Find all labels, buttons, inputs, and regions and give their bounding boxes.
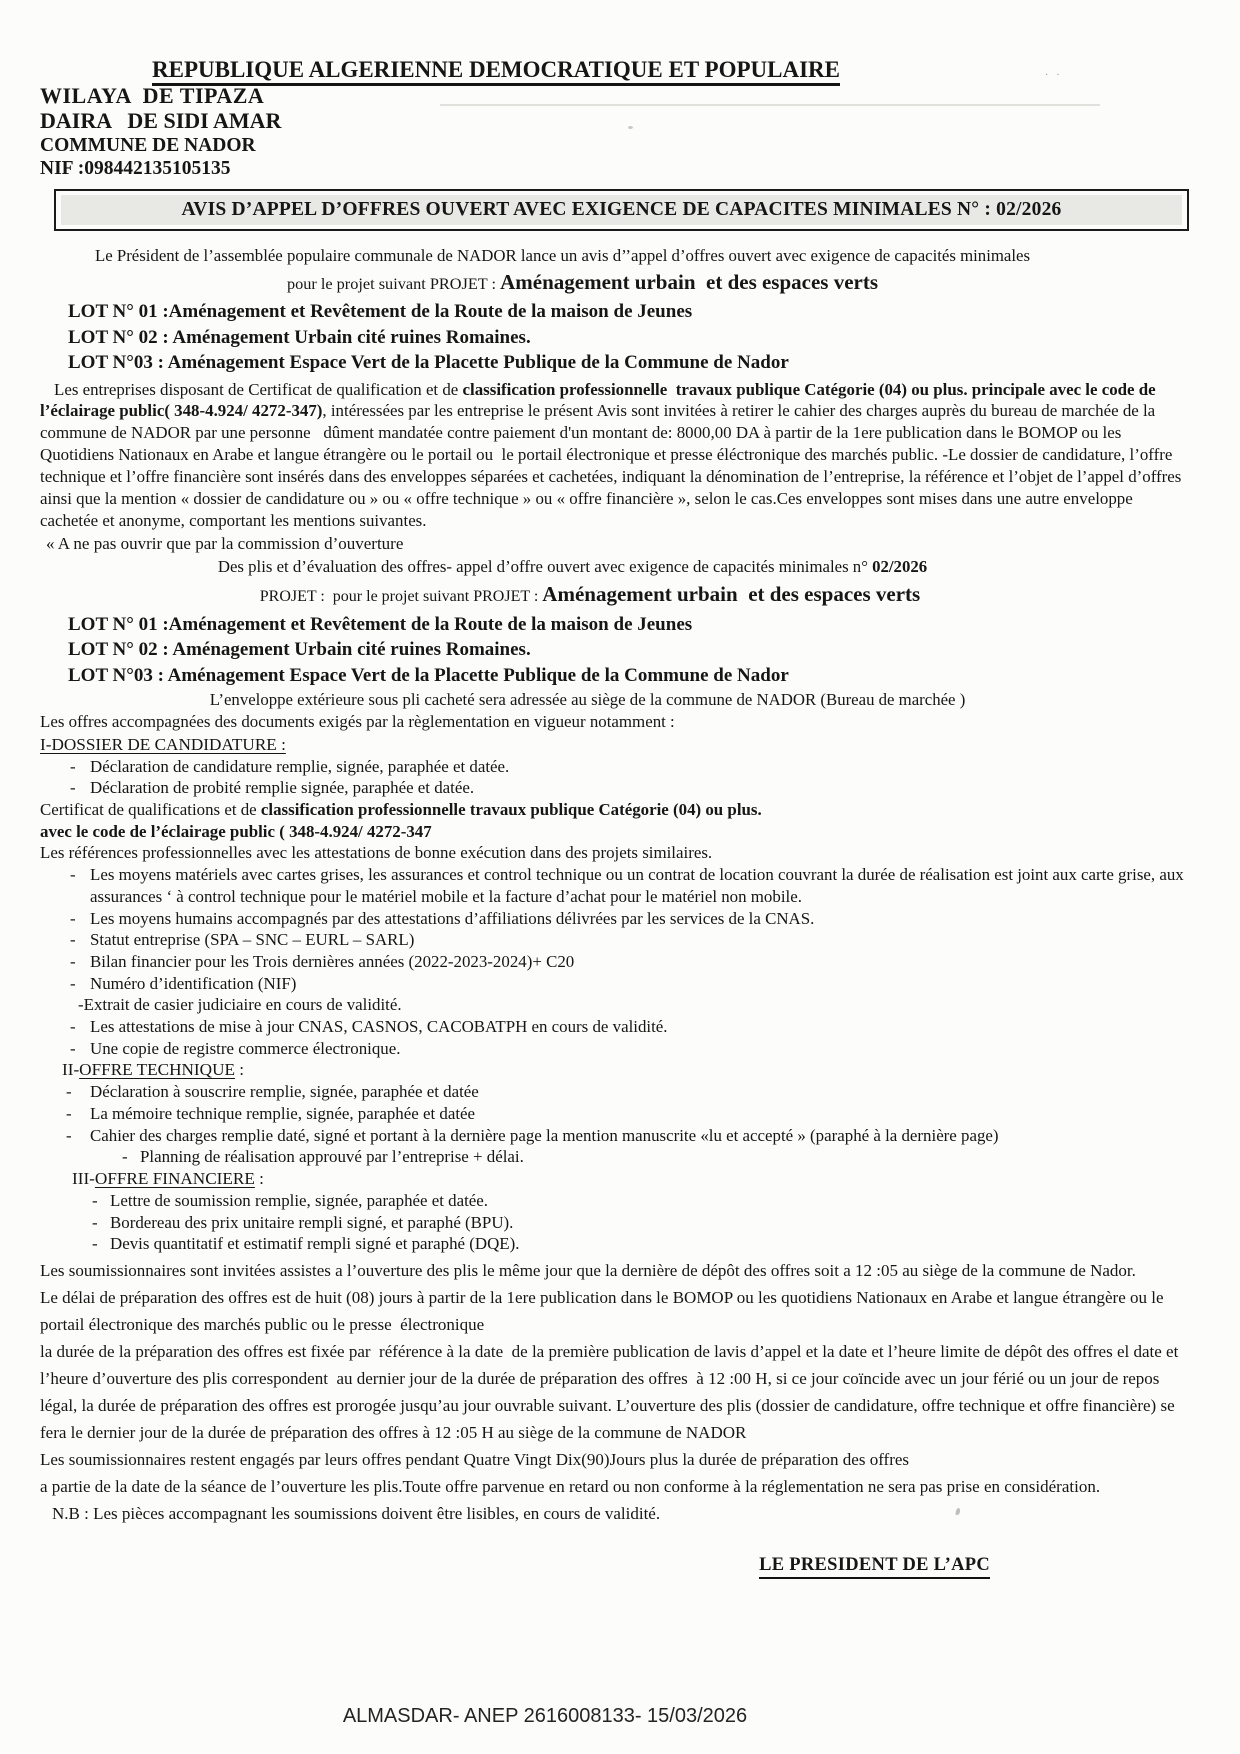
lot-line-2-repeat: LOT N° 02 : Aménagement Urbain cité ruines Romaines. xyxy=(68,639,531,661)
candidature-item: - Bilan financier pour les Trois dernières années (2022-2023-2024)+ C20 xyxy=(40,951,1195,973)
lot-line-1: LOT N° 01 :Aménagement et Revêtement de la Route de la maison de Jeunes xyxy=(68,301,693,322)
section-technique-colon: : xyxy=(234,1060,245,1080)
scan-artifact-specks: ·· xyxy=(1045,70,1068,81)
president-signature: LE PRESIDENT DE L’APC xyxy=(759,1555,990,1579)
candidature-item: - Statut entreprise (SPA – SNC – EURL – SARL) xyxy=(40,929,1195,951)
notice-title-box xyxy=(54,189,1189,231)
technique-item: - La mémoire technique remplie, signée, paraphée et datée xyxy=(40,1103,1195,1125)
closing-paragraph-2: Le délai de préparation des offres est de huit (08) jours à partir de la 1ere publication dans le BOMOP ou les quotidiens Nationaux en Arabe et langue étrangère ou le portail électronique des marchés public ou le presse électronique xyxy=(40,1288,1168,1334)
section-financiere-colon: : xyxy=(254,1169,264,1189)
section-technique-name: OFFRE TECHNIQUE xyxy=(79,1060,235,1080)
financiere-item: - Devis quantitatif et estimatif rempli signé et paraphé (DQE). xyxy=(40,1233,1195,1255)
closing-paragraph-4: Les soumissionnaires restent engagés par leurs offres pendant Quatre Vingt Dix(90)Jours plus la durée de préparation des offres xyxy=(40,1450,910,1469)
plis-text: Des plis et d’évaluation des offres- appel d’offre ouvert avec exigence de capacités minimales n° xyxy=(217,556,873,576)
main-paragraph xyxy=(40,379,1195,532)
plis-evaluation-line xyxy=(40,555,1195,579)
project-name-2: Aménagement urbain et des espaces verts xyxy=(542,581,921,606)
paragraph-seg-1: Les entreprises disposant de Certificat de qualification et de xyxy=(54,379,463,399)
section-technique-num: II- xyxy=(62,1060,80,1080)
certificat-bold: classification professionnelle travaux publique Catégorie (04) ou plus. xyxy=(260,800,762,820)
lot-line-1-repeat: LOT N° 01 :Aménagement et Revêtement de la Route de la maison de Jeunes xyxy=(68,613,693,635)
nota-bene-label: N.B xyxy=(52,1504,80,1523)
republic-title xyxy=(152,56,1195,83)
intro-line-1: Le Président de l’assemblée populaire communale de NADOR lance un avis d’’appel d’offres ouvert avec exigence de capacités minimales xyxy=(94,246,1031,265)
nota-bene-line xyxy=(40,1500,1195,1527)
financiere-item: - Lettre de soumission remplie, signée, paraphée et datée. xyxy=(40,1190,1195,1212)
commune-line: COMMUNE DE NADOR xyxy=(40,135,256,156)
lot-line-3: LOT N°03 : Aménagement Espace Vert de la Placette Publique de la Commune de Nador xyxy=(68,352,789,373)
nif-line: NIF :098442135105135 xyxy=(40,158,231,179)
paragraph-seg-2-bold: classification professionnelle travaux publique Catégorie (04) ou plus. principale avec le code de l’éclairage public( 348-4.924/ 4272-347) xyxy=(40,379,1160,421)
notice-number: 02/2026 xyxy=(872,556,928,576)
intro-line-2 xyxy=(40,267,1195,299)
extrait-casier-line: -Extrait de casier judiciaire en cours de validité. xyxy=(78,995,402,1015)
candidature-item: - Les moyens humains accompagnés par des attestations d’affiliations délivrées par les services de la CNAS. xyxy=(40,908,1195,930)
section-title-candidature xyxy=(40,734,1195,756)
lot-line-3-repeat: LOT N°03 : Aménagement Espace Vert de la Placette Publique de la Commune de Nador xyxy=(68,664,789,686)
outer-envelope-line: L’enveloppe extérieure sous pli cacheté sera adressée au siège de la commune de NADOR (Bureau de marchée ) xyxy=(209,690,966,710)
projet-line xyxy=(40,579,1195,612)
closing-paragraphs xyxy=(40,1257,1195,1527)
envelope-mention-line: « A ne pas ouvrir que par la commission d’ouverture xyxy=(46,533,404,553)
candidature-item: - Les moyens matériels avec cartes grises, les assurances et control technique ou un contrat de location couvrant la durée de réalisation est joint aux carte grise, aux assurances ‘ à control technique pour le matériel mobile et la facture d’achat pour le matériel non mobile. xyxy=(40,864,1195,907)
section-title-candidature-text: I-DOSSIER DE CANDIDATURE : xyxy=(40,734,286,754)
technique-item: - Déclaration à souscrire remplie, signée, paraphée et datée xyxy=(40,1081,1195,1103)
candidature-item: - Déclaration de probité remplie signée, paraphée et datée. xyxy=(40,777,1195,799)
candidature-item: - Déclaration de candidature remplie, signée, paraphée et datée. xyxy=(40,756,1195,778)
anep-imprint-footer: ALMASDAR- ANEP 2616008133- 15/03/2026 xyxy=(342,1705,748,1727)
references-line: Les références professionnelles avec les attestations de bonne exécution dans des projets similaires. xyxy=(40,843,713,863)
republic-title-text: REPUBLIQUE ALGERIENNE DEMOCRATIQUE ET POPULAIRE xyxy=(152,57,840,86)
daira-line: DAIRA DE SIDI AMAR xyxy=(40,108,282,133)
nota-bene-text: : Les pièces accompagnant les soumissions doivent être lisibles, en cours de validité. xyxy=(79,1504,661,1523)
eclairage-code-line: avec le code de l’éclairage public ( 348-4.924/ 4272-347 xyxy=(40,821,432,841)
certificat-line xyxy=(40,799,1195,821)
notice-title: AVIS D’APPEL D’OFFRES OUVERT AVEC EXIGENCE DE CAPACITES MINIMALES N° : 02/2026 xyxy=(61,195,1182,225)
section-title-technique xyxy=(40,1059,1195,1081)
section-title-financiere xyxy=(40,1168,1195,1190)
intro-line-2-prefix: pour le projet suivant PROJET : xyxy=(286,274,501,293)
section-financiere-num: III- xyxy=(72,1169,95,1189)
closing-paragraph-3: la durée de la préparation des offres est fixée par référence à la date de la première publication de lavis d’appel et la date et l’heure limite de dépôt des offres el date et l’heure d’ouverture des plis correspondent au dernier jour de la durée de préparation des offres à 12 :00 H, si ce jour coïncide avec un jour férié ou un jour de repos légal, la durée de préparation des offres est prorogée jusqu’au jour ouvrable suivant. L’ouverture des plis (dossier de candidature, offre technique et offre financière) se fera le dernier jour de la durée de préparation des offres à 12 :05 H au siège de la commune de NADOR xyxy=(40,1342,1183,1442)
signature-block xyxy=(40,1555,1195,1576)
section-financiere-name: OFFRE FINANCIERE xyxy=(94,1169,255,1189)
project-name: Aménagement urbain et des espaces verts xyxy=(500,270,879,294)
lot-line-2: LOT N° 02 : Aménagement Urbain cité ruines Romaines. xyxy=(68,326,531,348)
closing-paragraph-5: a partie de la date de la séance de l’ouverture les plis.Toute offre parvenue en retard ou non conforme à la réglementation ne sera pas prise en considération. xyxy=(40,1477,1101,1496)
financiere-item: - Bordereau des prix unitaire rempli signé, et paraphé (BPU). xyxy=(40,1212,1195,1234)
paragraph-seg-3: , intéressées par les entreprise le présent Avis sont invitées à retirer le cahier des charges auprès du bureau de marchée de la commune de NADOR par une personne dûment mandatée contre paiement d'un montant de: 8000,00 DA à partir de la 1ere publication dans le BOMOP ou les Quotidiens Nationaux en Arabe et langue étrangère ou le portail ou le portail électronique et presse éléctronique des marchés public. -Le dossier de candidature, l’offre technique et l’offre financière sont insérés dans des enveloppes séparées et cachetées, indiquant la dénomination de l’entreprise, la référence et l’objet de l’appel d’offres ainsi que la mention « dossier de candidature ou » ou « offre technique » ou « offre financière », selon le cas.Ces enveloppes sont mises dans une autre enveloppe cachetée et anonyme, comportant les mentions suivantes. xyxy=(40,401,1186,530)
certificat-normal: Certificat de qualifications et de xyxy=(40,800,261,820)
technique-subitem-planning: - Planning de réalisation approuvé par l’entreprise + délai. xyxy=(40,1146,1195,1168)
candidature-item: - Une copie de registre commerce électronique. xyxy=(40,1038,1195,1060)
candidature-item: - Les attestations de mise à jour CNAS, CASNOS, CACOBATPH en cours de validité. xyxy=(40,1016,1195,1038)
offers-documents-line: Les offres accompagnées des documents exigés par la règlementation en vigueur notamment : xyxy=(40,712,675,732)
wilaya-line: WILAYA DE TIPAZA xyxy=(40,83,265,108)
candidature-item: - Numéro d’identification (NIF) xyxy=(40,973,1195,995)
technique-item: - Cahier des charges remplie daté, signé et portant à la dernière page la mention manuscrite «lu et accepté » (paraphé à la dernière page) xyxy=(40,1125,1195,1147)
projet-prefix: PROJET : pour le projet suivant PROJET : xyxy=(259,587,543,605)
closing-paragraph-1: Les soumissionnaires sont invitées assistes a l’ouverture des plis le même jour que la dernière de dépôt des offres soit a 12 :05 au siège de la commune de Nador. xyxy=(40,1261,1136,1280)
